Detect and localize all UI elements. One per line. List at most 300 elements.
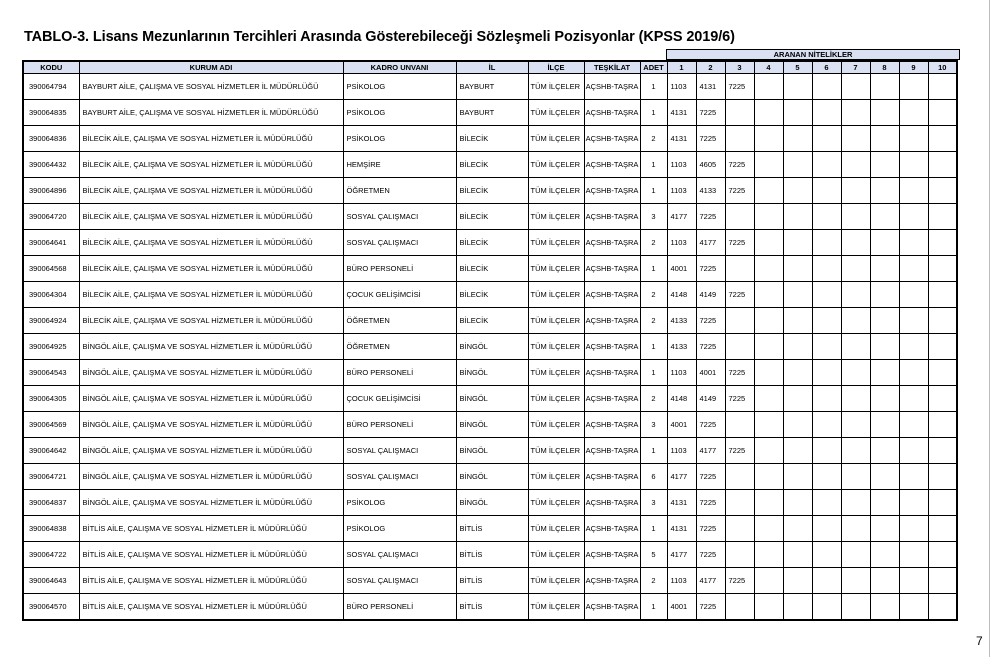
- table-row: [23, 568, 957, 594]
- kurum-cell: BİTLİS AİLE, ÇALIŞMA VE SOSYAL HİZMETLER İL MÜDÜRLÜĞÜ: [79, 594, 343, 621]
- kadro-cell: PSİKOLOG: [343, 516, 456, 542]
- qualification-cell: [754, 438, 783, 464]
- kurum-cell: BİNGÖL AİLE, ÇALIŞMA VE SOSYAL HİZMETLER İL MÜDÜRLÜĞÜ: [79, 412, 343, 438]
- kodu-cell: 390064568: [23, 256, 79, 282]
- ilce-cell: TÜM İLÇELER: [528, 412, 584, 438]
- adet-cell: 2: [640, 308, 667, 334]
- teskilat-cell: AÇSHB-TAŞRA: [584, 282, 640, 308]
- kadro-cell: SOSYAL ÇALIŞMACI: [343, 542, 456, 568]
- qualification-cell: [754, 386, 783, 412]
- column-header: ADET: [640, 61, 667, 74]
- qualification-cell: [899, 178, 928, 204]
- qualification-cell: [841, 516, 870, 542]
- qualification-cell: [812, 490, 841, 516]
- column-header: 9: [899, 61, 928, 74]
- qualification-cell: 1103: [667, 230, 696, 256]
- kodu-cell: 390064794: [23, 74, 79, 100]
- qualification-cell: [899, 100, 928, 126]
- qualification-cell: 4177: [696, 568, 725, 594]
- kurum-cell: BİLECİK AİLE, ÇALIŞMA VE SOSYAL HİZMETLER İL MÜDÜRLÜĞÜ: [79, 230, 343, 256]
- kadro-cell: SOSYAL ÇALIŞMACI: [343, 568, 456, 594]
- qualification-cell: [754, 412, 783, 438]
- il-cell: BİNGÖL: [456, 464, 528, 490]
- kadro-cell: SOSYAL ÇALIŞMACI: [343, 464, 456, 490]
- qualification-cell: [870, 100, 899, 126]
- teskilat-cell: AÇSHB-TAŞRA: [584, 412, 640, 438]
- qualification-cell: [783, 178, 812, 204]
- qualification-cell: [812, 204, 841, 230]
- kodu-cell: 390064838: [23, 516, 79, 542]
- qualification-cell: 4149: [696, 386, 725, 412]
- qualification-cell: [899, 386, 928, 412]
- column-header: İL: [456, 61, 528, 74]
- qualification-cell: [928, 516, 957, 542]
- kurum-cell: BAYBURT AİLE, ÇALIŞMA VE SOSYAL HİZMETLER İL MÜDÜRLÜĞÜ: [79, 100, 343, 126]
- kurum-cell: BİLECİK AİLE, ÇALIŞMA VE SOSYAL HİZMETLER İL MÜDÜRLÜĞÜ: [79, 256, 343, 282]
- qualification-cell: [928, 464, 957, 490]
- qualification-cell: 7225: [725, 386, 754, 412]
- adet-cell: 1: [640, 360, 667, 386]
- kodu-cell: 390064896: [23, 178, 79, 204]
- ilce-cell: TÜM İLÇELER: [528, 516, 584, 542]
- qualification-cell: [870, 412, 899, 438]
- qualification-cell: 7225: [696, 256, 725, 282]
- il-cell: BİLECİK: [456, 152, 528, 178]
- qualification-cell: [870, 126, 899, 152]
- qualification-cell: [899, 256, 928, 282]
- qualification-cell: [928, 204, 957, 230]
- qualification-cell: [783, 360, 812, 386]
- kodu-cell: 390064643: [23, 568, 79, 594]
- il-cell: BİTLİS: [456, 516, 528, 542]
- kodu-cell: 390064569: [23, 412, 79, 438]
- kodu-cell: 390064642: [23, 438, 79, 464]
- kadro-cell: ÖĞRETMEN: [343, 178, 456, 204]
- ilce-cell: TÜM İLÇELER: [528, 568, 584, 594]
- qualification-cell: 7225: [725, 438, 754, 464]
- qualification-cell: [841, 74, 870, 100]
- column-header: KODU: [23, 61, 79, 74]
- kurum-cell: BİNGÖL AİLE, ÇALIŞMA VE SOSYAL HİZMETLER İL MÜDÜRLÜĞÜ: [79, 360, 343, 386]
- qualification-cell: [841, 386, 870, 412]
- kadro-cell: ÇOCUK GELİŞİMCİSİ: [343, 386, 456, 412]
- kodu-cell: 390064543: [23, 360, 79, 386]
- qualification-cell: [754, 542, 783, 568]
- qualification-cell: 7225: [696, 100, 725, 126]
- qualification-cell: [928, 256, 957, 282]
- column-header: 3: [725, 61, 754, 74]
- il-cell: BİLECİK: [456, 204, 528, 230]
- qualification-cell: [754, 490, 783, 516]
- qualification-cell: 4131: [696, 74, 725, 100]
- kodu-cell: 390064722: [23, 542, 79, 568]
- qualification-cell: [841, 360, 870, 386]
- qualification-cell: [841, 438, 870, 464]
- ilce-cell: TÜM İLÇELER: [528, 334, 584, 360]
- adet-cell: 1: [640, 256, 667, 282]
- qualification-cell: [928, 594, 957, 621]
- adet-cell: 2: [640, 282, 667, 308]
- qualification-cell: [754, 178, 783, 204]
- ilce-cell: TÜM İLÇELER: [528, 204, 584, 230]
- qualification-cell: [783, 152, 812, 178]
- kadro-cell: SOSYAL ÇALIŞMACI: [343, 438, 456, 464]
- table-header-row: [23, 61, 957, 74]
- qualification-cell: [783, 100, 812, 126]
- qualification-cell: 1103: [667, 360, 696, 386]
- adet-cell: 3: [640, 204, 667, 230]
- qualification-cell: [783, 568, 812, 594]
- qualification-cell: [928, 230, 957, 256]
- qualification-cell: 1103: [667, 74, 696, 100]
- qualification-cell: [928, 542, 957, 568]
- kodu-cell: 390064836: [23, 126, 79, 152]
- ilce-cell: TÜM İLÇELER: [528, 100, 584, 126]
- qualification-cell: 4177: [667, 464, 696, 490]
- qualification-cell: [783, 230, 812, 256]
- table-row: [23, 594, 957, 621]
- qualification-cell: 7225: [725, 568, 754, 594]
- table-row: [23, 334, 957, 360]
- qualification-cell: [841, 256, 870, 282]
- qualification-cell: [928, 152, 957, 178]
- qualification-cell: [812, 308, 841, 334]
- qualification-cell: [841, 100, 870, 126]
- adet-cell: 1: [640, 438, 667, 464]
- qualification-cell: [841, 542, 870, 568]
- qualification-cell: [812, 594, 841, 621]
- qualification-cell: [783, 282, 812, 308]
- qualification-cell: [754, 152, 783, 178]
- qualification-cell: [928, 412, 957, 438]
- qualification-cell: [725, 412, 754, 438]
- ilce-cell: TÜM İLÇELER: [528, 74, 584, 100]
- adet-cell: 2: [640, 230, 667, 256]
- teskilat-cell: AÇSHB-TAŞRA: [584, 490, 640, 516]
- qualification-cell: [783, 594, 812, 621]
- kodu-cell: 390064924: [23, 308, 79, 334]
- kurum-cell: BAYBURT AİLE, ÇALIŞMA VE SOSYAL HİZMETLER İL MÜDÜRLÜĞÜ: [79, 74, 343, 100]
- qualification-cell: [812, 152, 841, 178]
- kurum-cell: BİLECİK AİLE, ÇALIŞMA VE SOSYAL HİZMETLER İL MÜDÜRLÜĞÜ: [79, 152, 343, 178]
- qualification-cell: 4605: [696, 152, 725, 178]
- column-header: 7: [841, 61, 870, 74]
- column-header: 10: [928, 61, 957, 74]
- table-row: [23, 308, 957, 334]
- qualification-cell: [754, 74, 783, 100]
- table-row: [23, 360, 957, 386]
- kurum-cell: BİLECİK AİLE, ÇALIŞMA VE SOSYAL HİZMETLER İL MÜDÜRLÜĞÜ: [79, 204, 343, 230]
- qualification-cell: [899, 282, 928, 308]
- qualification-cell: [812, 100, 841, 126]
- qualification-cell: [841, 178, 870, 204]
- column-header: İLÇE: [528, 61, 584, 74]
- teskilat-cell: AÇSHB-TAŞRA: [584, 256, 640, 282]
- kodu-cell: 390064925: [23, 334, 79, 360]
- qualification-cell: [783, 438, 812, 464]
- adet-cell: 5: [640, 542, 667, 568]
- qualification-cell: [870, 542, 899, 568]
- table-row: [23, 204, 957, 230]
- qualification-cell: [783, 542, 812, 568]
- qualification-cell: [870, 386, 899, 412]
- adet-cell: 1: [640, 178, 667, 204]
- kadro-cell: ÇOCUK GELİŞİMCİSİ: [343, 282, 456, 308]
- qualification-cell: [928, 568, 957, 594]
- qualification-cell: [870, 568, 899, 594]
- qualification-cell: [899, 204, 928, 230]
- ilce-cell: TÜM İLÇELER: [528, 282, 584, 308]
- teskilat-cell: AÇSHB-TAŞRA: [584, 230, 640, 256]
- column-header: KURUM ADI: [79, 61, 343, 74]
- teskilat-cell: AÇSHB-TAŞRA: [584, 152, 640, 178]
- qualification-cell: 4177: [667, 542, 696, 568]
- kadro-cell: PSİKOLOG: [343, 126, 456, 152]
- qualification-cell: [841, 334, 870, 360]
- kurum-cell: BİLECİK AİLE, ÇALIŞMA VE SOSYAL HİZMETLER İL MÜDÜRLÜĞÜ: [79, 282, 343, 308]
- qualification-cell: [899, 126, 928, 152]
- qualification-cell: 7225: [696, 516, 725, 542]
- ilce-cell: TÜM İLÇELER: [528, 178, 584, 204]
- page-title: TABLO-3. Lisans Mezunlarının Tercihleri Arasında Gösterebileceği Sözleşmeli Pozisyonlar (KPSS 2019/6): [24, 29, 735, 45]
- qualification-cell: [812, 334, 841, 360]
- qualification-cell: 7225: [696, 334, 725, 360]
- qualification-cell: 4131: [667, 516, 696, 542]
- qualification-cell: 7225: [696, 594, 725, 621]
- column-header: 1: [667, 61, 696, 74]
- qualification-cell: [754, 204, 783, 230]
- qualification-cell: 7225: [725, 178, 754, 204]
- positions-table: [22, 60, 958, 621]
- qualification-cell: 7225: [696, 308, 725, 334]
- qualification-cell: [783, 308, 812, 334]
- qualification-cell: [928, 308, 957, 334]
- qualification-cell: [812, 542, 841, 568]
- qualification-cell: 4148: [667, 282, 696, 308]
- qualification-cell: [928, 438, 957, 464]
- qualification-cell: [928, 360, 957, 386]
- qualification-cell: [899, 438, 928, 464]
- adet-cell: 1: [640, 100, 667, 126]
- qualification-cell: [841, 308, 870, 334]
- qualification-cell: [870, 152, 899, 178]
- kurum-cell: BİLECİK AİLE, ÇALIŞMA VE SOSYAL HİZMETLER İL MÜDÜRLÜĞÜ: [79, 178, 343, 204]
- qualification-cell: [841, 126, 870, 152]
- qualification-cell: 4177: [667, 204, 696, 230]
- adet-cell: 1: [640, 152, 667, 178]
- column-header: 2: [696, 61, 725, 74]
- il-cell: BİNGÖL: [456, 360, 528, 386]
- column-header: 5: [783, 61, 812, 74]
- qualification-cell: [899, 152, 928, 178]
- teskilat-cell: AÇSHB-TAŞRA: [584, 204, 640, 230]
- adet-cell: 3: [640, 412, 667, 438]
- kodu-cell: 390064721: [23, 464, 79, 490]
- qualification-cell: [725, 100, 754, 126]
- aranan-nitelikler-header: ARANAN NİTELİKLER: [666, 49, 960, 60]
- table-body: [23, 74, 957, 621]
- kadro-cell: BÜRO PERSONELİ: [343, 594, 456, 621]
- table-row: [23, 464, 957, 490]
- teskilat-cell: AÇSHB-TAŞRA: [584, 178, 640, 204]
- qualification-cell: 7225: [696, 204, 725, 230]
- table-row: [23, 438, 957, 464]
- qualification-cell: [841, 568, 870, 594]
- teskilat-cell: AÇSHB-TAŞRA: [584, 74, 640, 100]
- kurum-cell: BİNGÖL AİLE, ÇALIŞMA VE SOSYAL HİZMETLER İL MÜDÜRLÜĞÜ: [79, 334, 343, 360]
- qualification-cell: [899, 594, 928, 621]
- il-cell: BİLECİK: [456, 126, 528, 152]
- qualification-cell: [725, 490, 754, 516]
- table-row: [23, 386, 957, 412]
- adet-cell: 1: [640, 334, 667, 360]
- qualification-cell: [812, 126, 841, 152]
- teskilat-cell: AÇSHB-TAŞRA: [584, 386, 640, 412]
- column-header: 8: [870, 61, 899, 74]
- qualification-cell: 4177: [696, 438, 725, 464]
- qualification-cell: [754, 308, 783, 334]
- qualification-cell: [841, 204, 870, 230]
- column-header: TEŞKİLAT: [584, 61, 640, 74]
- kurum-cell: BİNGÖL AİLE, ÇALIŞMA VE SOSYAL HİZMETLER İL MÜDÜRLÜĞÜ: [79, 438, 343, 464]
- table-row: [23, 152, 957, 178]
- qualification-cell: [812, 360, 841, 386]
- teskilat-cell: AÇSHB-TAŞRA: [584, 308, 640, 334]
- il-cell: BAYBURT: [456, 74, 528, 100]
- kadro-cell: BÜRO PERSONELİ: [343, 360, 456, 386]
- qualification-cell: [754, 334, 783, 360]
- qualification-cell: [783, 412, 812, 438]
- ilce-cell: TÜM İLÇELER: [528, 490, 584, 516]
- il-cell: BİLECİK: [456, 178, 528, 204]
- adet-cell: 2: [640, 386, 667, 412]
- ilce-cell: TÜM İLÇELER: [528, 542, 584, 568]
- qualification-cell: [870, 204, 899, 230]
- qualification-cell: [928, 386, 957, 412]
- qualification-cell: [899, 308, 928, 334]
- qualification-cell: 4001: [667, 594, 696, 621]
- qualification-cell: 7225: [725, 230, 754, 256]
- qualification-cell: [899, 568, 928, 594]
- qualification-cell: [812, 74, 841, 100]
- kadro-cell: HEMŞİRE: [343, 152, 456, 178]
- qualification-cell: 4148: [667, 386, 696, 412]
- kurum-cell: BİTLİS AİLE, ÇALIŞMA VE SOSYAL HİZMETLER İL MÜDÜRLÜĞÜ: [79, 568, 343, 594]
- qualification-cell: [870, 464, 899, 490]
- il-cell: BİNGÖL: [456, 334, 528, 360]
- il-cell: BİTLİS: [456, 542, 528, 568]
- qualification-cell: [812, 516, 841, 542]
- kadro-cell: PSİKOLOG: [343, 100, 456, 126]
- qualification-cell: [725, 334, 754, 360]
- qualification-cell: [754, 230, 783, 256]
- qualification-cell: [870, 334, 899, 360]
- page-edge-line: [989, 0, 990, 657]
- il-cell: BİLECİK: [456, 308, 528, 334]
- kadro-cell: SOSYAL ÇALIŞMACI: [343, 204, 456, 230]
- teskilat-cell: AÇSHB-TAŞRA: [584, 516, 640, 542]
- kodu-cell: 390064432: [23, 152, 79, 178]
- qualification-cell: 7225: [696, 412, 725, 438]
- qualification-cell: [928, 334, 957, 360]
- table-row: [23, 412, 957, 438]
- il-cell: BAYBURT: [456, 100, 528, 126]
- qualification-cell: [870, 282, 899, 308]
- kurum-cell: BİNGÖL AİLE, ÇALIŞMA VE SOSYAL HİZMETLER İL MÜDÜRLÜĞÜ: [79, 464, 343, 490]
- qualification-cell: [754, 464, 783, 490]
- column-header: 4: [754, 61, 783, 74]
- qualification-cell: [754, 594, 783, 621]
- qualification-cell: [754, 516, 783, 542]
- qualification-cell: 4133: [667, 308, 696, 334]
- qualification-cell: [812, 568, 841, 594]
- kadro-cell: BÜRO PERSONELİ: [343, 256, 456, 282]
- qualification-cell: [812, 178, 841, 204]
- qualification-cell: [725, 256, 754, 282]
- table-row: [23, 542, 957, 568]
- kurum-cell: BİNGÖL AİLE, ÇALIŞMA VE SOSYAL HİZMETLER İL MÜDÜRLÜĞÜ: [79, 490, 343, 516]
- qualification-cell: [870, 178, 899, 204]
- qualification-cell: [725, 204, 754, 230]
- kodu-cell: 390064835: [23, 100, 79, 126]
- qualification-cell: 7225: [725, 360, 754, 386]
- adet-cell: 2: [640, 126, 667, 152]
- column-header: 6: [812, 61, 841, 74]
- qualification-cell: 7225: [725, 282, 754, 308]
- qualification-cell: 4131: [667, 126, 696, 152]
- qualification-cell: [812, 464, 841, 490]
- teskilat-cell: AÇSHB-TAŞRA: [584, 360, 640, 386]
- ilce-cell: TÜM İLÇELER: [528, 360, 584, 386]
- table-row: [23, 74, 957, 100]
- qualification-cell: 1103: [667, 152, 696, 178]
- qualification-cell: [783, 516, 812, 542]
- il-cell: BİNGÖL: [456, 438, 528, 464]
- il-cell: BİTLİS: [456, 568, 528, 594]
- qualification-cell: [725, 594, 754, 621]
- qualification-cell: [783, 386, 812, 412]
- column-header: KADRO UNVANI: [343, 61, 456, 74]
- table-row: [23, 126, 957, 152]
- qualification-cell: [783, 464, 812, 490]
- qualification-cell: [899, 464, 928, 490]
- qualification-cell: [841, 490, 870, 516]
- qualification-cell: [899, 230, 928, 256]
- qualification-cell: [899, 542, 928, 568]
- ilce-cell: TÜM İLÇELER: [528, 464, 584, 490]
- ilce-cell: TÜM İLÇELER: [528, 386, 584, 412]
- qualification-cell: [870, 594, 899, 621]
- qualification-cell: [725, 126, 754, 152]
- qualification-cell: [870, 256, 899, 282]
- qualification-cell: [812, 256, 841, 282]
- kadro-cell: ÖĞRETMEN: [343, 308, 456, 334]
- qualification-cell: [812, 412, 841, 438]
- qualification-cell: [841, 230, 870, 256]
- teskilat-cell: AÇSHB-TAŞRA: [584, 464, 640, 490]
- qualification-cell: [812, 386, 841, 412]
- kadro-cell: SOSYAL ÇALIŞMACI: [343, 230, 456, 256]
- qualification-cell: [783, 126, 812, 152]
- qualification-cell: 1103: [667, 568, 696, 594]
- il-cell: BİLECİK: [456, 256, 528, 282]
- table-row: [23, 282, 957, 308]
- il-cell: BİNGÖL: [456, 490, 528, 516]
- kadro-cell: PSİKOLOG: [343, 74, 456, 100]
- il-cell: BİLECİK: [456, 282, 528, 308]
- adet-cell: 3: [640, 490, 667, 516]
- kurum-cell: BİNGÖL AİLE, ÇALIŞMA VE SOSYAL HİZMETLER İL MÜDÜRLÜĞÜ: [79, 386, 343, 412]
